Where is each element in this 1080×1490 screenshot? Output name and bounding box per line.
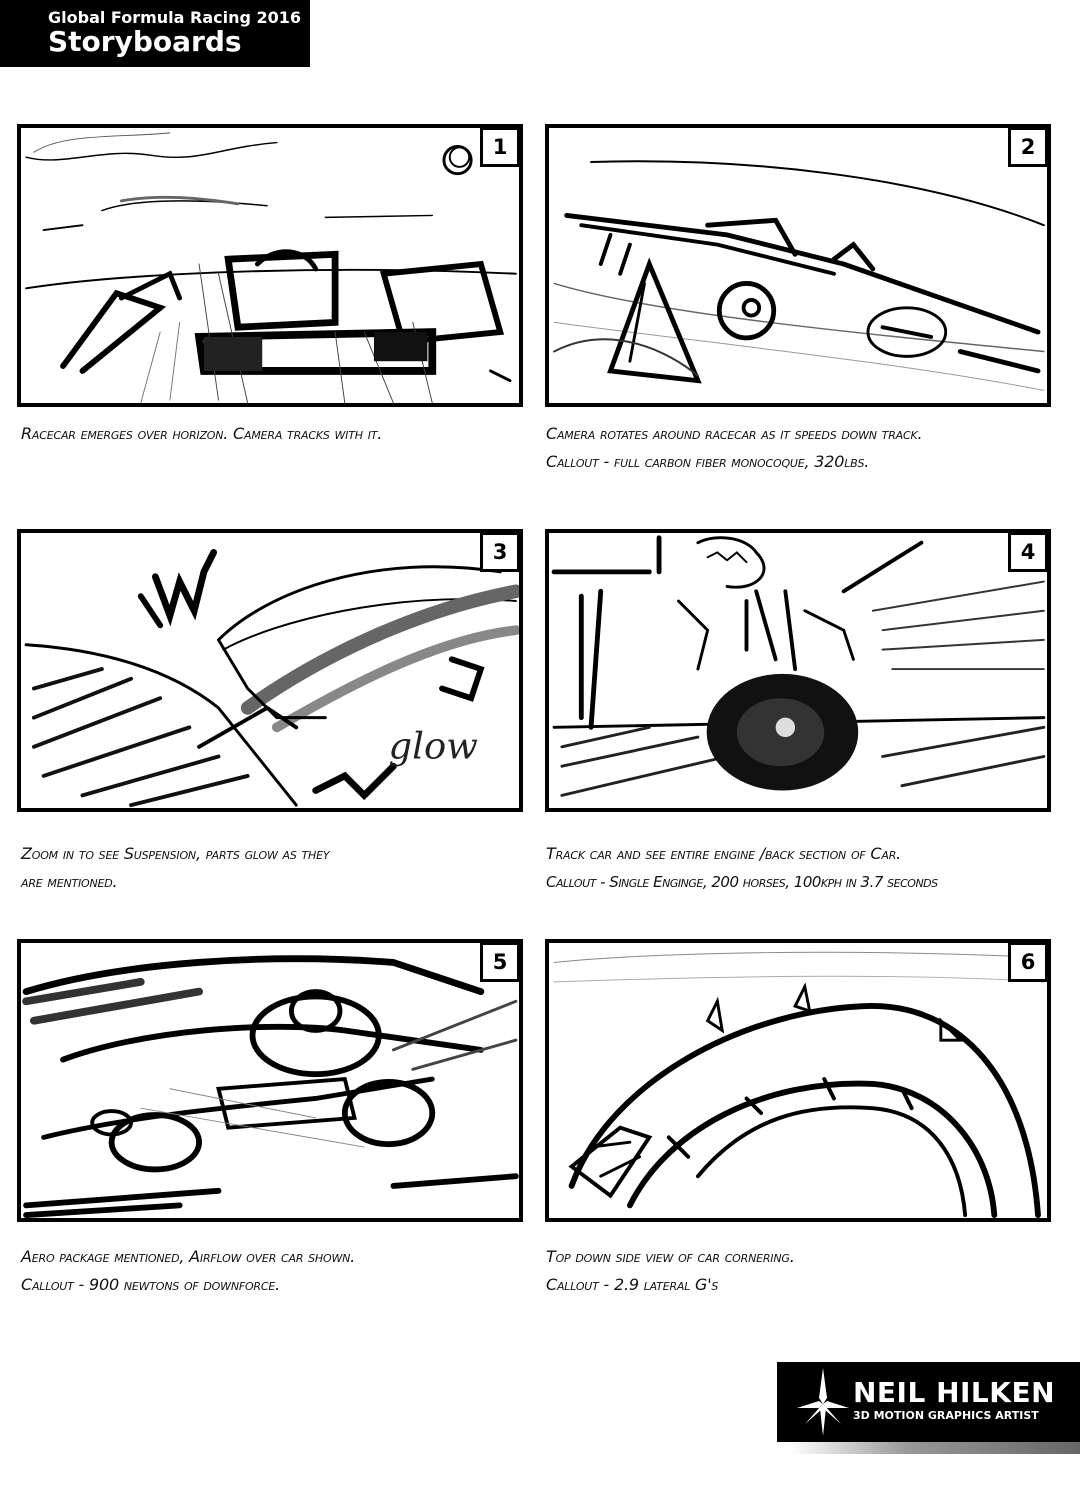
sketch-racecar-horizon [21,128,519,403]
sketch-engine-tracking [549,533,1047,808]
storyboard-panel-4 [545,529,1051,812]
sketch-suspension-zoom [21,533,519,808]
panel-number: 2 [1008,127,1048,167]
panel-3-caption-line-2: are mentioned. [21,872,118,891]
panel-4-caption-line-1: Track car and see entire engine /back section of Car. [546,844,902,863]
panel-number: 6 [1008,942,1048,982]
storyboard-panel-1 [17,124,523,407]
sketch-text-glow: glow [388,724,478,768]
panel-6-caption-line-1: Top down side view of car cornering. [546,1247,795,1266]
storyboard-panel-2 [545,124,1051,407]
artist-tagline: 3D MOTION GRAPHICS ARTIST [853,1409,1039,1422]
sketch-racecar-rotating [549,128,1047,403]
panel-2-caption-line-2: Callout - full carbon fiber monocoque, 320lbs. [546,452,870,471]
page-title: Storyboards [48,25,242,58]
panel-number: 3 [480,532,520,572]
panel-number: 1 [480,127,520,167]
panel-5-caption-line-2: Callout - 900 newtons of downforce. [21,1275,280,1294]
panel-3-caption-line-1: Zoom in to see Suspension, parts glow as they [21,844,330,863]
artist-name: NEIL HILKEN [853,1376,1056,1409]
sketch-aero-airflow [21,943,519,1218]
panel-number: 4 [1008,532,1048,572]
storyboard-panel-6 [545,939,1051,1222]
panel-1-caption-line-1: Racecar emerges over horizon. Camera tracks with it. [21,424,383,443]
sketch-top-down-cornering [549,943,1047,1218]
panel-5-caption-line-1: Aero package mentioned, Airflow over car shown. [21,1247,356,1266]
project-subtitle: Global Formula Racing 2016 [48,8,302,27]
panel-4-caption-line-2: Callout - Single Enginge, 200 horses, 100kph in 3.7 seconds [546,873,938,891]
title-banner [0,0,310,67]
panel-number: 5 [480,942,520,982]
storyboard-panel-5 [17,939,523,1222]
logo-shadow [790,1440,1080,1454]
storyboard-panel-3 [17,529,523,812]
panel-6-caption-line-2: Callout - 2.9 lateral G's [546,1275,719,1294]
panel-2-caption-line-1: Camera rotates around racecar as it speeds down track. [546,424,923,443]
compass-star-icon [797,1368,849,1436]
artist-logo [777,1362,1080,1442]
